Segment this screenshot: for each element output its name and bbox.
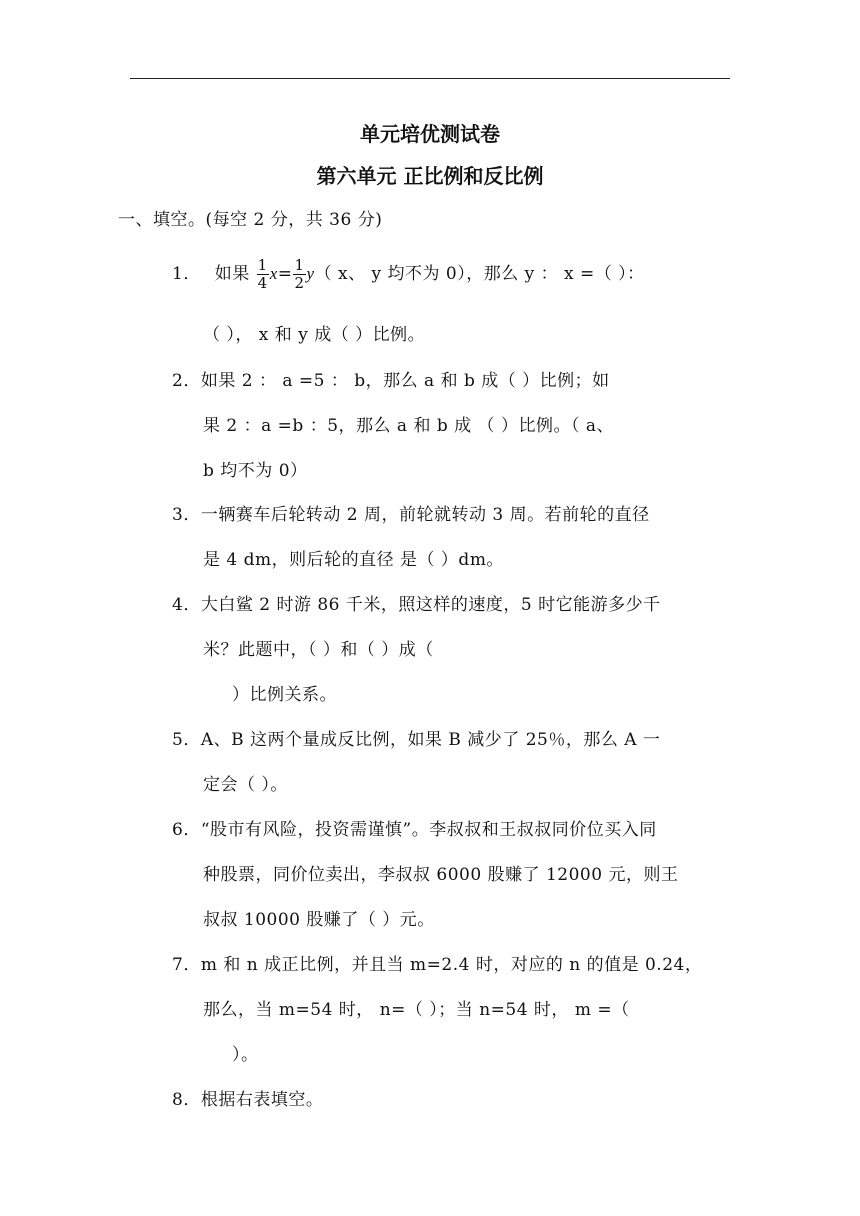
fraction-one-quarter xyxy=(257,258,269,291)
q3-line-1: 一辆赛车后轮转动 2 周，前轮就转动 3 周。若前轮的直径 xyxy=(200,505,650,525)
q2-line-3: b 均不为 0） xyxy=(203,461,308,481)
fraction-numerator: 1 xyxy=(257,256,268,274)
fraction-denominator: 2 xyxy=(294,274,305,292)
var-x: x xyxy=(269,264,278,283)
section-heading: 一、填空。(每空 2 分，共 36 分) xyxy=(118,210,383,230)
q5-line-1: A、B 这两个量成反比例，如果 B 减少了 25％，那么 A 一 xyxy=(200,730,661,750)
question-number: 7． xyxy=(172,955,201,975)
q5-line-2: 定会（ ）。 xyxy=(203,775,288,795)
question-number: 4． xyxy=(172,595,201,615)
q6-line-2: 种股票，同价位卖出，李叔叔 6000 股赚了 12000 元，则王 xyxy=(203,865,679,885)
question-3 xyxy=(172,500,650,525)
var-y: y xyxy=(306,264,315,283)
header-rule xyxy=(130,78,730,79)
q6-line-3: 叔叔 10000 股赚了（ ）元。 xyxy=(203,910,435,930)
q4-line-2: 米？此题中，（ ）和（ ）成（ xyxy=(203,640,434,660)
question-6 xyxy=(172,815,657,840)
q2-line-1: 如果 2 ： a =5 ： b，那么 a 和 b 成（ ）比例；如 xyxy=(200,371,610,391)
page-subtitle: 第六单元 正比例和反比例 xyxy=(316,164,544,188)
question-number: 8． xyxy=(172,1090,201,1110)
q7-line-2: 那么，当 m=54 时， n=（ ）；当 n=54 时， m =（ xyxy=(203,1000,630,1020)
question-number: 6． xyxy=(172,820,201,840)
q2-line-2: 果 2 ：a =b ：5，那么 a 和 b 成 （ ）比例。（ a、 xyxy=(203,416,614,436)
question-2 xyxy=(172,366,610,391)
q1-condition: （ x、 y 均不为 0），那么 y ： x =（ ）： xyxy=(314,264,645,284)
q4-line-1: 大白鲨 2 时游 86 千米，照这样的速度，5 时它能游多少千 xyxy=(200,595,661,615)
q1-prefix: 如果 xyxy=(214,264,250,284)
question-5 xyxy=(172,725,660,750)
fraction-one-half xyxy=(293,258,305,291)
question-1 xyxy=(172,258,645,291)
q4-line-3: ）比例关系。 xyxy=(232,685,337,705)
fraction-denominator: 4 xyxy=(257,274,268,292)
question-8 xyxy=(172,1085,323,1110)
page-title: 单元培优测试卷 xyxy=(360,122,500,146)
q6-line-1: “股市有风险，投资需谨慎”。李叔叔和王叔叔同价位买入同 xyxy=(200,820,657,840)
q8-line-1: 根据右表填空。 xyxy=(200,1090,324,1110)
question-7 xyxy=(172,950,702,975)
question-number: 3． xyxy=(172,505,201,525)
question-number: 1． xyxy=(172,264,201,284)
equals-sign: = xyxy=(277,264,293,284)
question-number: 5． xyxy=(172,730,201,750)
q7-line-1: m 和 n 成正比例，并且当 m=2.4 时，对应的 n 的值是 0.24， xyxy=(200,955,703,975)
question-number: 2． xyxy=(172,371,201,391)
q1-line-2: （ ）， x 和 y 成（ ）比例。 xyxy=(203,325,426,345)
q3-line-2: 是 4 dm，则后轮的直径 是（ ）dm。 xyxy=(203,550,504,570)
question-4 xyxy=(172,590,661,615)
fraction-numerator: 1 xyxy=(294,256,305,274)
q7-line-3: ）。 xyxy=(232,1045,259,1065)
